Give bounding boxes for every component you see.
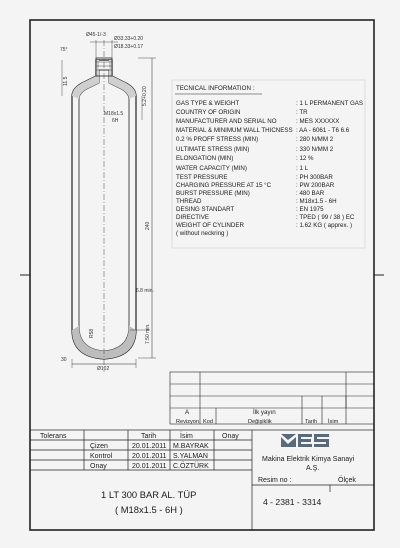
title-header-tarih: Tarih — [141, 433, 157, 440]
tech-value: : 1 L PERMANENT GAS — [296, 100, 364, 107]
dim-thread: M18x1.5 — [104, 111, 124, 117]
tech-value: : M18x1.5 - 6H — [296, 198, 337, 205]
dim-base: 7.50 min. — [145, 323, 151, 344]
revision-header-tarih: Tarih — [305, 419, 318, 425]
title-header-isim: İsim — [180, 433, 193, 440]
tech-label: 0.2 % PROFF STRESS (MIN) — [176, 136, 259, 143]
tech-value: : MES XXXXXX — [296, 118, 340, 125]
tech-label: CHARGING PRESSURE AT 15 °C — [176, 182, 272, 189]
revision-header-degisiklik: Değişiklik — [248, 419, 272, 425]
row-name-kontrol: S.YALMAN — [173, 453, 208, 460]
dim-top-r: 5.2+0.20 — [142, 86, 148, 106]
tech-label: MATERIAL & MINIMUM WALL THICNESS — [176, 127, 293, 134]
title-header-onay: Onay — [222, 433, 239, 440]
tech-label: WATER CAPACITY (MIN) — [176, 165, 247, 172]
revision-header-isim: İsim — [328, 419, 339, 425]
tech-label: DIRECTIVE — [176, 214, 210, 221]
olcek-label: Ölçek — [338, 477, 356, 484]
company-suffix: A.Ş. — [306, 465, 320, 472]
dim-dia-l: 30 — [61, 357, 67, 363]
tech-label: ULTIMATE STRESS (MIN) — [176, 146, 250, 153]
tech-value: : PH 300BAR — [296, 174, 333, 181]
tech-info-heading: TECNICAL INFORMATION : — [176, 85, 255, 92]
dim-length: 240 — [145, 221, 151, 230]
revision-letter: A — [185, 409, 190, 416]
tech-label: GAS TYPE & WEIGHT — [176, 100, 240, 107]
resim-no-label: Resim no : — [258, 477, 292, 484]
revision-header-kod: Kod — [203, 419, 213, 425]
revision-header-revizyon: Revizyon — [176, 419, 200, 425]
dim-neck-b: Ø18.33+0.17 — [114, 44, 144, 50]
drawing-number: 4 - 2381 - 3314 — [263, 497, 322, 507]
tech-label: ELONGATION (MIN) — [176, 155, 234, 162]
tech-value: : PW 200BAR — [296, 182, 335, 189]
tech-value: : AA - 6061 - T6 6.6 — [296, 127, 350, 134]
row-role-kontrol: Kontrol — [90, 453, 113, 460]
dim-wall: 6.8 min. — [136, 288, 154, 294]
row-name-cizen: M.BAYRAK — [173, 443, 209, 450]
tech-value: : 1 L — [296, 165, 309, 172]
tech-note: ( without neckring ) — [176, 230, 229, 237]
part-title: 1 LT 300 BAR AL. TÜP — [101, 489, 197, 500]
tech-value: : TPED ( 99 / 38 ) EC — [296, 214, 355, 221]
revision-description: İlk yayın — [253, 409, 276, 416]
company-name: Makina Elektrik Kimya Sanayi — [262, 456, 355, 463]
row-date-cizen: 20.01.2011 — [132, 443, 167, 450]
dim-thread-b: 6H — [112, 118, 119, 124]
tech-label: BURST PRESSURE (MIN) — [176, 190, 250, 197]
dim-neck-dia: Ø45-1/-3 — [86, 32, 106, 38]
tech-label: THREAD — [176, 198, 202, 205]
dim-top-l: 11.5 — [63, 76, 69, 86]
row-role-onay: Onay — [90, 463, 107, 470]
tech-label: TEST PRESSURE — [176, 174, 228, 181]
tech-value: : EN 1975 — [296, 206, 324, 213]
tech-value: : TR — [296, 109, 308, 116]
tech-label: DESING STANDART — [176, 206, 235, 213]
tech-label: COUNTRY OF ORIGIN — [176, 109, 241, 116]
tech-value: : 280 N/MM 2 — [296, 136, 334, 143]
tech-label: MANUFACTURER AND SERIAL NO — [176, 118, 277, 125]
tolerans-label: Tolerans — [40, 433, 67, 440]
part-subtitle: ( M18x1.5 - 6H ) — [115, 504, 183, 515]
tech-value: : 12 % — [296, 155, 314, 162]
row-name-onay: C.ÖZTÜRK — [173, 463, 209, 470]
dim-angle: 75° — [60, 47, 68, 53]
row-date-kontrol: 20.01.2011 — [132, 453, 167, 460]
row-role-cizen: Çizen — [90, 443, 108, 450]
tech-value: : 1.62 KG ( apprex. ) — [296, 222, 353, 229]
dim-bottom-r: R58 — [89, 328, 95, 338]
tech-label: WEIGHT OF CYLINDER — [176, 222, 244, 229]
dim-neck-a: Ø33.33+0.20 — [114, 36, 144, 42]
mes-logo — [281, 434, 329, 447]
dim-dia: Ø102 — [97, 366, 110, 372]
tech-value: : 330 N/MM 2 — [296, 146, 334, 153]
tech-value: : 480 BAR — [296, 190, 325, 197]
row-date-onay: 20.01.2011 — [132, 463, 167, 470]
